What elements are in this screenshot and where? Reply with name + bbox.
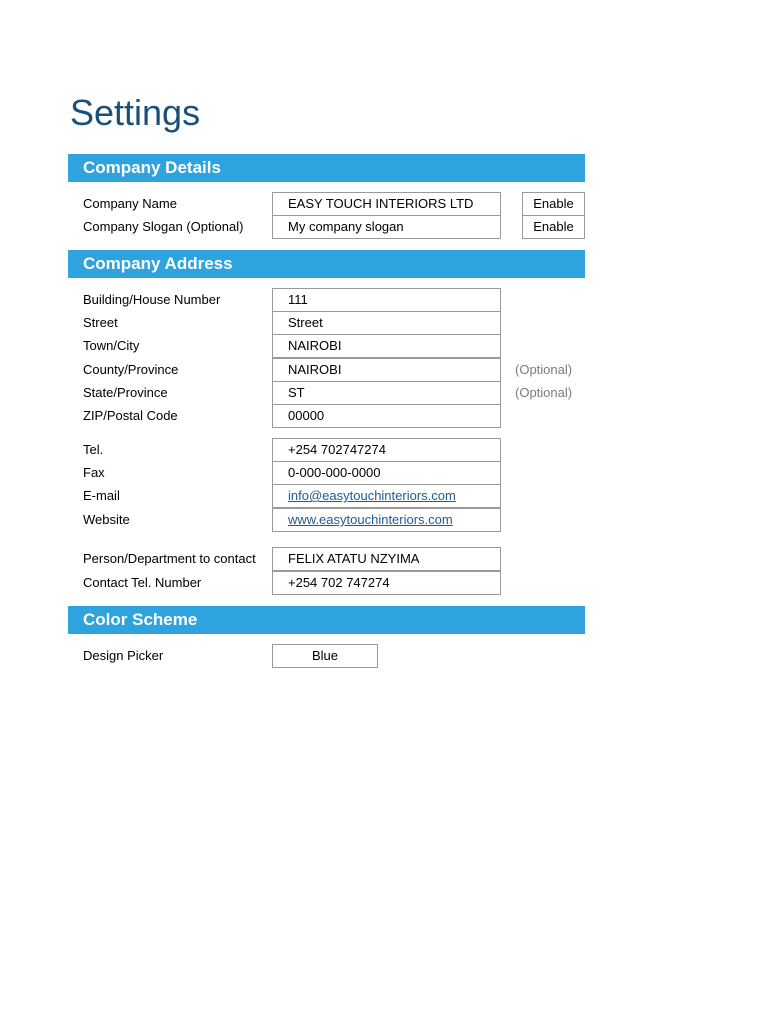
section-header-color-scheme: Color Scheme xyxy=(68,606,585,634)
email-label: E-mail xyxy=(83,488,120,503)
tel-label: Tel. xyxy=(83,442,104,457)
page-title: Settings xyxy=(70,92,201,133)
county-optional-note: (Optional) xyxy=(515,362,573,377)
design-picker-select[interactable]: Blue xyxy=(272,644,378,668)
street-field[interactable]: Street xyxy=(272,311,501,335)
fax-field[interactable]: 0-000-000-0000 xyxy=(272,461,501,485)
website-label: Website xyxy=(83,512,130,527)
company-slogan-field[interactable]: My company slogan xyxy=(272,215,501,239)
state-optional-note: (Optional) xyxy=(515,385,573,400)
section-header-company-details: Company Details xyxy=(68,154,585,182)
county-province-label: County/Province xyxy=(83,362,179,377)
fax-label: Fax xyxy=(83,465,105,480)
company-name-enable-button[interactable]: Enable xyxy=(522,192,585,216)
tel-field[interactable]: +254 702747274 xyxy=(272,438,501,462)
town-city-field[interactable]: NAIROBI xyxy=(272,334,501,358)
company-slogan-enable-button[interactable]: Enable xyxy=(522,215,585,239)
state-province-field[interactable]: ST xyxy=(272,381,501,405)
section-header-company-address: Company Address xyxy=(68,250,585,278)
contact-person-label: Person/Department to contact xyxy=(83,551,256,566)
building-number-label: Building/House Number xyxy=(83,292,221,307)
design-picker-label: Design Picker xyxy=(83,648,164,663)
street-label: Street xyxy=(83,315,118,330)
state-province-label: State/Province xyxy=(83,385,168,400)
company-slogan-label: Company Slogan (Optional) xyxy=(83,219,244,234)
email-link[interactable]: info@easytouchinteriors.com xyxy=(272,484,501,508)
zip-code-label: ZIP/Postal Code xyxy=(83,408,178,423)
contact-person-field[interactable]: FELIX ATATU NZYIMA xyxy=(272,547,501,571)
website-link[interactable]: www.easytouchinteriors.com xyxy=(272,508,501,532)
zip-code-field[interactable]: 00000 xyxy=(272,404,501,428)
company-name-field[interactable]: EASY TOUCH INTERIORS LTD xyxy=(272,192,501,216)
county-province-field[interactable]: NAIROBI xyxy=(272,358,501,382)
company-name-label: Company Name xyxy=(83,196,177,211)
town-city-label: Town/City xyxy=(83,338,140,353)
building-number-field[interactable]: 111 xyxy=(272,288,501,312)
contact-tel-label: Contact Tel. Number xyxy=(83,575,202,590)
contact-tel-field[interactable]: +254 702 747274 xyxy=(272,571,501,595)
